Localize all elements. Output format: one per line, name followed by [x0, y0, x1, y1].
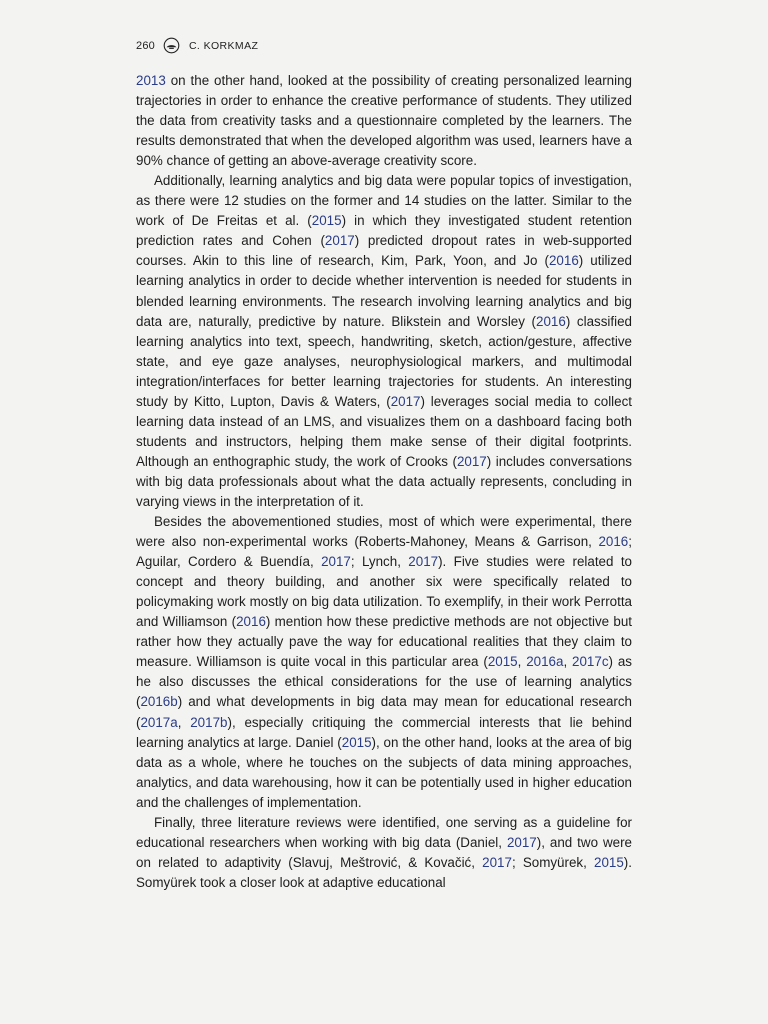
paragraph — [136, 512, 632, 813]
publisher-logo-icon — [163, 37, 180, 54]
paragraph — [136, 171, 632, 512]
citation-link[interactable]: 2017 — [456, 453, 487, 469]
paragraph-text: ) leverages social media to collect learning data instead of an LMS, and visualizes them on a dashboard facing both students and instructors, helping them make sense of their digital footprints. Although an enthographic study, the work of Crooks ( — [136, 393, 633, 469]
citation-link[interactable]: 2017c — [572, 654, 609, 670]
paragraph-text: ), especially critiquing the commercial interests that lie behind learning analytics at large. Daniel ( — [136, 714, 632, 750]
citation-link[interactable]: 2016b — [140, 694, 178, 710]
paragraph-text: ). Five studies were related to concept and theory building, and another six were specifically related to policymaking work mostly on big data utilization. To exemplify, in their work Perrotta and Williamson ( — [136, 554, 632, 630]
paragraph-text: ). Somyürek took a closer look at adaptive educational — [136, 854, 632, 890]
paragraph-text: ), and two were on related to adaptivity (Slavuj, Meštrović, & Kovačić, — [136, 834, 633, 870]
citation-link[interactable]: 2017 — [324, 233, 355, 249]
citation-link[interactable]: 2017 — [482, 854, 512, 870]
citation-link[interactable]: 2016 — [598, 534, 629, 550]
citation-link[interactable]: 2015 — [341, 734, 372, 750]
citation-link[interactable]: 2017b — [190, 714, 228, 730]
paragraph-text: ; Somyürek, — [511, 854, 594, 870]
citation-link[interactable]: 2016 — [548, 253, 579, 269]
paragraph-text: ) and what developments in big data may mean for educational research ( — [136, 694, 632, 730]
paragraph-text: , — [563, 654, 573, 670]
paragraph-text: ) utilized learning analytics in order to decide whether intervention is needed for students in blended learning environments. The research involving learning analytics and big data are, naturally, predictive by nature. Blikstein and Worsley ( — [136, 253, 632, 329]
paragraph-text: Besides the abovementioned studies, most of which were experimental, there were also non-experimental works (Roberts-Mahoney, Means & Garrison, — [136, 514, 632, 550]
page-number: 260 — [136, 39, 155, 52]
paragraph — [136, 813, 632, 893]
paragraph — [136, 71, 632, 171]
running-header-author: C. KORKMAZ — [188, 39, 259, 52]
paragraph-text: ) includes conversations with big data professionals about what the data actually represents, concluding in varying views in the interpretation of it. — [136, 453, 633, 509]
paragraph-text: ) mention how these predictive methods are not objective but rather how they actually pave the way for educational realities that they claim to measure. Williamson is quite vocal in this particular area ( — [136, 614, 632, 670]
citation-link[interactable]: 2017 — [506, 834, 537, 850]
citation-link[interactable]: 2015 — [594, 854, 624, 870]
citation-link[interactable]: 2015 — [311, 213, 342, 229]
citation-link[interactable]: 2017 — [321, 554, 351, 570]
paragraph-text: ), on the other hand, looks at the area of big data as a whole, where he touches on the subjects of data mining approaches, analytics, and data warehousing, how it can be potentially used in higher education and the challenges of implementation. — [136, 734, 632, 810]
citation-link[interactable]: 2013 — [136, 73, 166, 88]
paragraph-text: ) classified learning analytics into text, speech, handwriting, sketch, action/gesture, affective state, and eye gaze analyses, neurophysiological markers, and multimodal integration/interfaces for better learning trajectories for students. An interesting study by Kitto, Lupton, Davis & Waters, ( — [136, 313, 632, 409]
paragraph-text: on the other hand, looked at the possibility of creating personalized learning trajectories in order to enhance the creative performance of students. They utilized the data from creativity tasks and a questionnaire completed by the learners. The results demonstrated that when the developed algorithm was used, learners have a 90% chance of getting an above-average creativity score. — [136, 73, 632, 169]
citation-link[interactable]: 2015 — [487, 654, 518, 670]
paragraph-text: Finally, three literature reviews were identified, one serving as a guideline for educational researchers when working with big data (Daniel, — [136, 814, 632, 850]
citation-link[interactable]: 2017 — [408, 554, 439, 570]
running-header — [136, 37, 258, 54]
paragraph-text: ) predicted dropout rates in web-supported courses. Akin to this line of research, Kim, Park, Yoon, and Jo ( — [136, 233, 632, 269]
citation-link[interactable]: 2017 — [390, 393, 421, 409]
article-body — [136, 71, 632, 893]
paragraph-text: ; Aguilar, Cordero & Buendía, — [136, 534, 632, 570]
citation-link[interactable]: 2016 — [536, 313, 566, 329]
citation-link[interactable]: 2016a — [526, 654, 564, 670]
citation-link[interactable]: 2017a — [140, 714, 178, 730]
paragraph-text: ) in which they investigated student retention prediction rates and Cohen ( — [136, 213, 632, 249]
paragraph-text: ; Lynch, — [350, 554, 409, 570]
paragraph-text: Additionally, learning analytics and big data were popular topics of investigation, as there were 12 studies on the former and 14 studies on the latter. Similar to the work of De Freitas et al. ( — [136, 173, 632, 229]
paragraph-text: , — [517, 654, 527, 670]
citation-link[interactable]: 2016 — [236, 614, 266, 630]
paragraph-text: ) as he also discusses the ethical considerations for the use of learning analytics ( — [136, 654, 632, 710]
paragraph-text: , — [177, 714, 191, 730]
